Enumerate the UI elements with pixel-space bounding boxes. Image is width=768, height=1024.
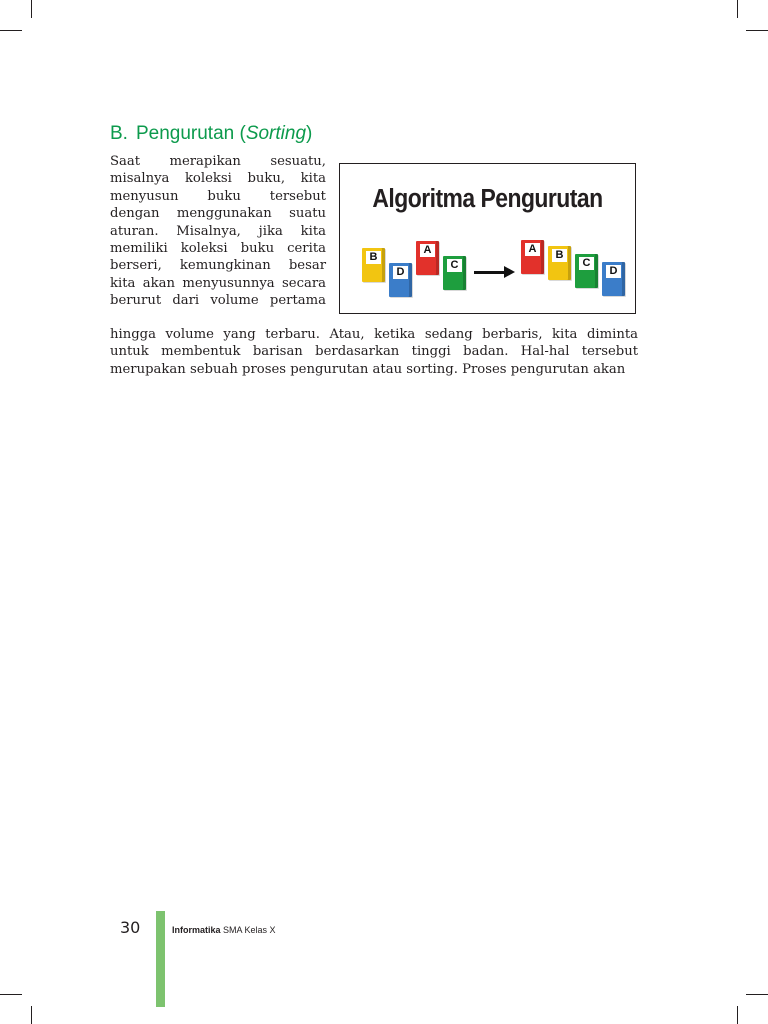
book-label: A (525, 243, 540, 256)
body-paragraph-wrapped (110, 153, 326, 310)
paragraph-line: hingga volume yang terbaru. Atau, ketika sedang berbaris, kita diminta (110, 327, 638, 342)
book-label: B (366, 251, 381, 264)
section-title-close: ) (306, 123, 313, 144)
book-title-rest: SMA Kelas X (220, 925, 276, 935)
footer-accent-bar (156, 911, 165, 1007)
page-number: 30 (120, 918, 141, 937)
paragraph-line: dengan menggunakan suatu (110, 206, 326, 222)
crop-mark (0, 994, 22, 995)
book-unsorted-3 (416, 241, 439, 275)
book-sorted-1 (521, 240, 544, 274)
paragraph-line: misalnya koleksi buku, kita (110, 171, 326, 187)
arrow-line (474, 271, 506, 274)
book-label: B (552, 249, 567, 262)
crop-mark (31, 1006, 32, 1024)
book-title-bold: Informatika (172, 925, 221, 935)
section-number: B. (110, 123, 128, 144)
section-heading (110, 123, 312, 145)
paragraph-line: Saat merapikan sesuatu, (110, 154, 326, 169)
book-sorted-3 (575, 254, 598, 288)
book-unsorted-2 (389, 263, 412, 297)
book-label: D (606, 265, 621, 278)
paragraph-line: merupakan sebuah proses pengurutan atau sorting. Proses pengurutan akan (110, 361, 626, 377)
book-sorted-2 (548, 246, 571, 280)
paragraph-line: berseri, kemungkinan besar (110, 258, 326, 274)
crop-mark (746, 30, 768, 31)
sorting-figure (339, 163, 636, 314)
crop-mark (737, 1006, 738, 1024)
paragraph-line: memiliki koleksi buku cerita (110, 241, 326, 257)
book-sorted-4 (602, 262, 625, 296)
book-title (172, 925, 276, 935)
section-title-italic: Sorting (245, 123, 307, 144)
section-title: Pengurutan ( (135, 123, 246, 144)
paragraph-line: untuk membentuk barisan berdasarkan tinggi badan. Hal-hal tersebut (110, 344, 638, 360)
book-label: A (420, 244, 435, 257)
crop-mark (746, 994, 768, 995)
book-unsorted-1 (362, 248, 385, 282)
crop-mark (737, 0, 738, 18)
arrow-icon (504, 266, 515, 278)
figure-title: Algoritma Pengurutan (372, 185, 603, 213)
book-label: C (447, 259, 462, 272)
book-label: C (579, 257, 594, 270)
crop-mark (0, 30, 22, 31)
crop-mark (31, 0, 32, 18)
paragraph-line: menyusun buku tersebut (110, 188, 326, 204)
paragraph-line: berurut dari volume pertama (110, 293, 326, 309)
paragraph-line: kita akan menyusunnya secara (110, 275, 326, 291)
body-paragraph-full (110, 326, 638, 378)
paragraph-line: aturan. Misalnya, jika kita (110, 223, 326, 239)
book-label: D (393, 266, 408, 279)
book-unsorted-4 (443, 256, 466, 290)
